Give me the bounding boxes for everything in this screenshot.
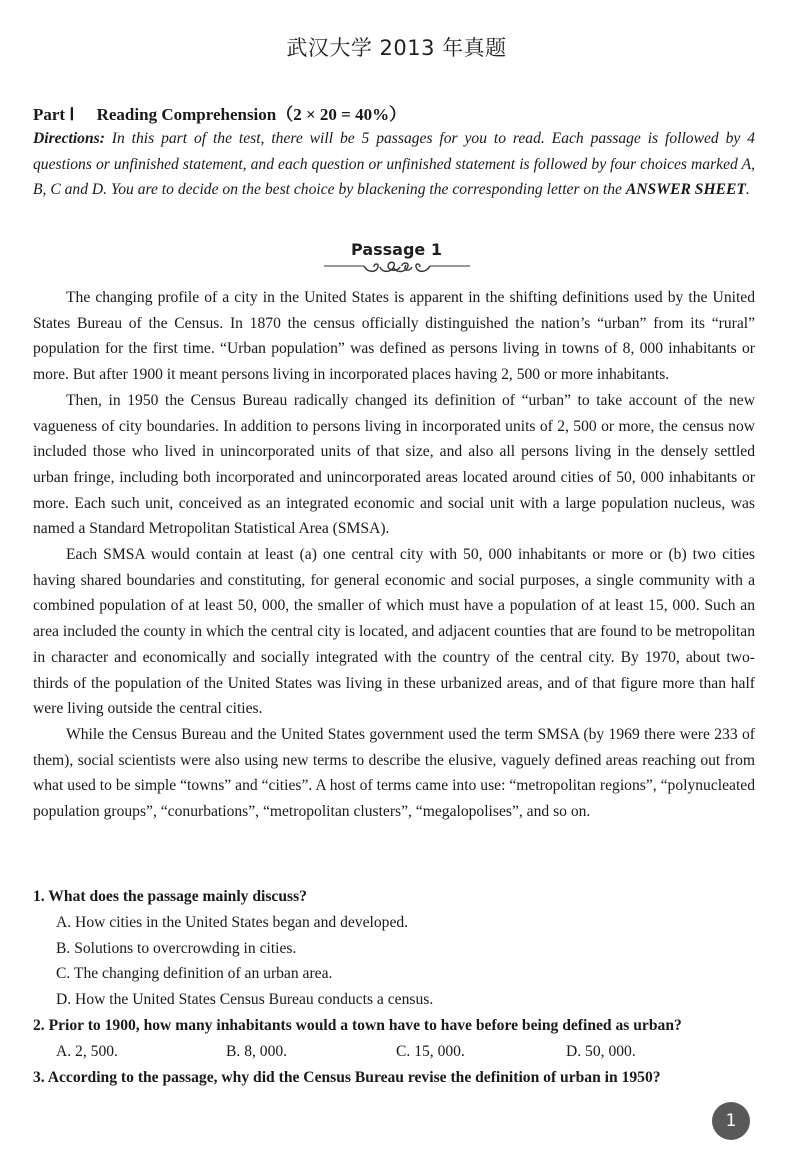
question-stem: 1. What does the passage mainly discuss?: [33, 888, 307, 905]
option-b: B. Solutions to overcrowding in cities.: [56, 939, 297, 957]
question-3: [33, 1065, 763, 1091]
page-title: 武汉大学 2013 年真题: [286, 36, 507, 60]
option-row: [33, 1039, 763, 1065]
question-stem: 2. Prior to 1900, how many inhabitants would a town have to have before being defined as urban?: [33, 1016, 682, 1034]
option-a: A. 2, 500.: [56, 1042, 118, 1060]
passage-header: [0, 240, 793, 275]
ornament-divider-icon: [322, 261, 472, 275]
answer-sheet-emphasis: ANSWER SHEET: [625, 181, 746, 198]
option-a: A. How cities in the United States began and developed.: [56, 913, 409, 931]
part-title: Reading Comprehension（2 × 20 = 40%）: [96, 105, 407, 124]
option-c: C. The changing definition of an urban area.: [56, 965, 333, 983]
option-c: C. 15, 000.: [396, 1042, 465, 1060]
directions-period: .: [745, 181, 750, 198]
question-list: [33, 884, 763, 1090]
passage-paragraph: While the Census Bureau and the United States government used the term SMSA (by 1969 there were 233 of them), social scientists were also using new terms to describe the elusive, vaguely defined areas reaching out from what used to be simple “towns” and “cities”. A host of terms came into use: “metropolitan regions”, “polynucleated population groups”, “conurbations”, “metropolitan clusters”, “megalopolises”, and so on.: [33, 725, 755, 821]
page-number-badge: 1: [712, 1102, 750, 1140]
part-heading: [33, 100, 406, 125]
passage-paragraph: Each SMSA would contain at least (a) one central city with 50, 000 inhabitants or more or (b) two cities having shared boundaries and constituting, for general economic and social purposes, a single community with a combined population of at least 50, 000, the smaller of which must have a population of at least 15, 000. Such an area included the county in which the central city is located, and adjacent counties that are found to be metropolitan in character and economically and socially integrated with the country of the central city. By 1970, about two-thirds of the population of the United States was living in these urbanized areas, and of that figure more than half were living outside the central cities.: [33, 546, 755, 718]
option-d: D. 50, 000.: [566, 1042, 636, 1060]
question-1: [33, 884, 763, 1013]
question-2: [33, 1013, 763, 1065]
question-stem: 3. According to the passage, why did the Census Bureau revise the definition of urban in 1950?: [33, 1068, 661, 1086]
option-d: D. How the United States Census Bureau conducts a census.: [56, 991, 434, 1009]
passage-paragraph: Then, in 1950 the Census Bureau radically changed its definition of “urban” to take account of the new vagueness of city boundaries. In addition to persons living in incorporated units of 2, 500 or more, the census now included those who lived in unincorporated units of that size, and also all persons living in the densely settled urban fringe, including both incorporated and unincorporated areas located around cities of 50, 000 inhabitants or more. Each such unit, conceived as an integrated economic and social unit with a large population nucleus, was named a Standard Metropolitan Statistical Area (SMSA).: [33, 391, 755, 538]
option-b: B. 8, 000.: [226, 1042, 288, 1060]
passage-paragraph: The changing profile of a city in the United States is apparent in the shifting definitions used by the United States Bureau of the Census. In 1870 the census officially distinguished the nation’s “urban” from its “rural” population for the first time. “Urban population” was defined as persons living in towns of 8, 000 inhabitants or more. But after 1900 it meant persons living in incorporated places having 2, 500 or more inhabitants.: [33, 289, 755, 384]
passage-title: Passage 1: [351, 240, 442, 259]
part-label: Part Ⅰ: [33, 105, 75, 124]
directions: [33, 126, 755, 203]
directions-text: In this part of the test, there will be 5 passages for you to read. Each passage is followed by 4 questions or unfinished statement, and each question or unfinished statement is followed by four choices marked A, B, C and D. You are to decide on the best choice by blackening the corresponding letter on the: [33, 130, 755, 198]
passage-body: [33, 285, 755, 825]
directions-label: Directions:: [33, 130, 105, 147]
